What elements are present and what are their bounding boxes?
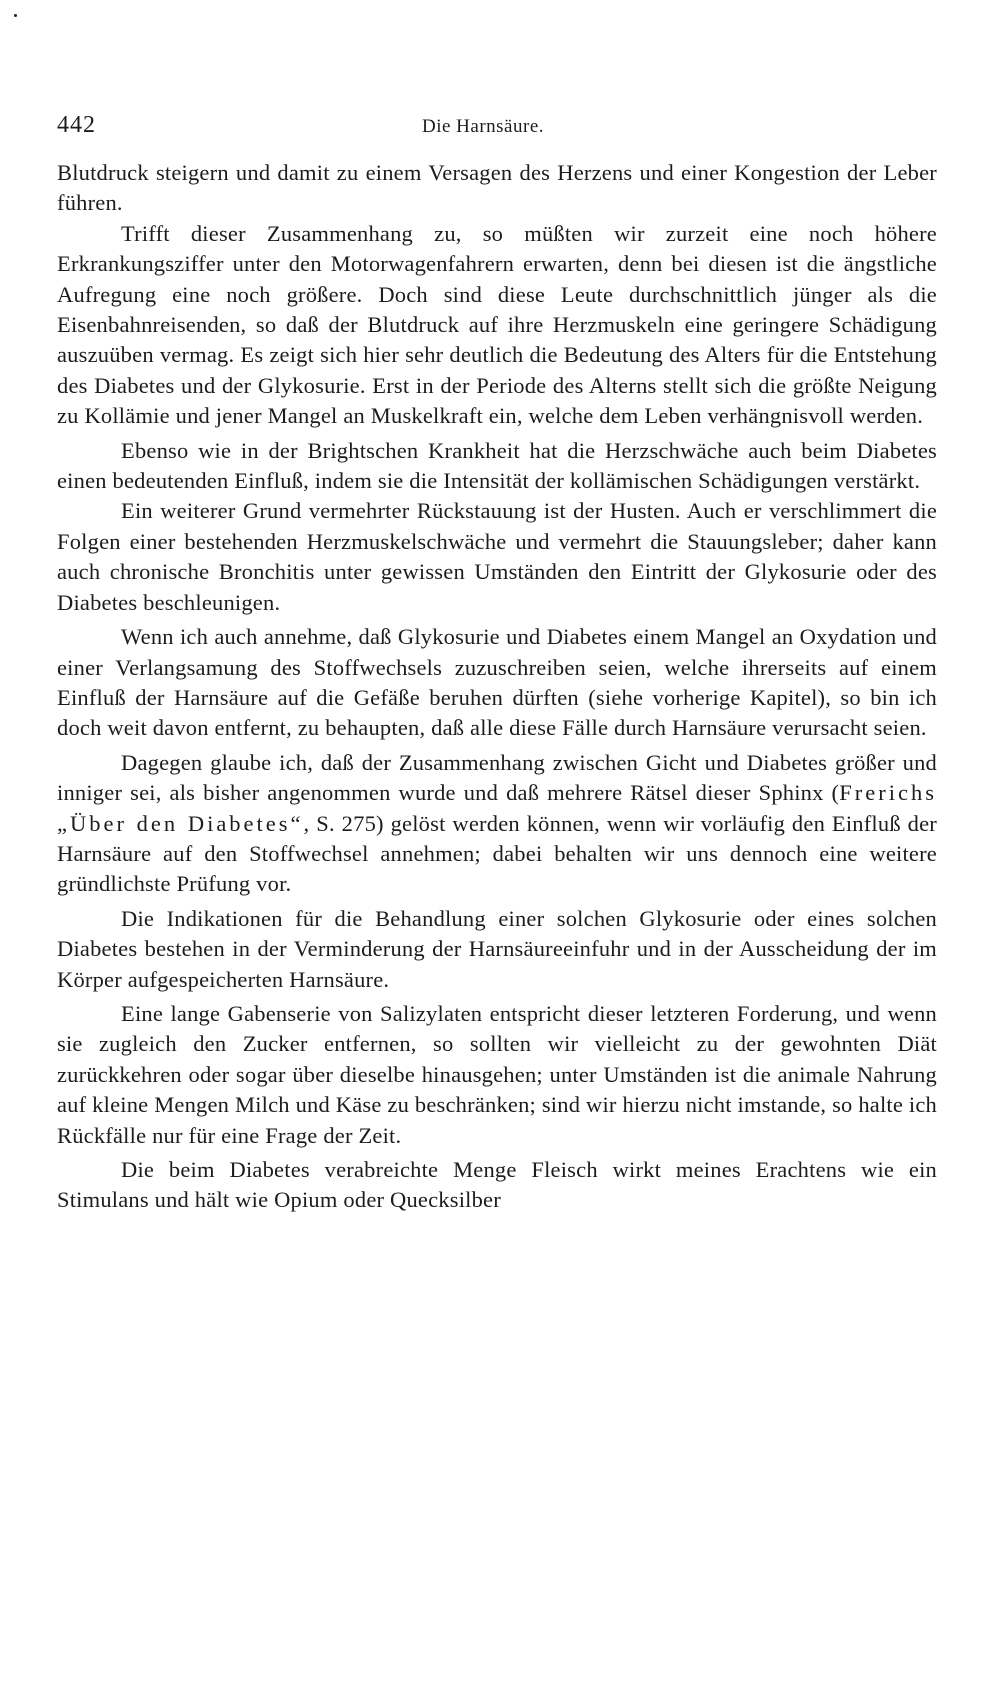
running-title: Die Harnsäure.: [422, 116, 545, 137]
paragraph-6-text-end: , S. 275) gelöst werden können, wenn wir vorläufig den Einfluß der Harnsäure auf den Stoffwechsel annehmen; dabei behalten wir uns dennoch eine weitere gründlichste Prüfung vor.: [57, 810, 938, 897]
paragraph-6-text-start: Dagegen glaube ich, daß der Zusammenhang zwischen Gicht und Diabetes größer und inniger sei, als bisher angenommen wurde und daß mehrere Rätsel dieser Sphinx (: [57, 749, 937, 806]
page-header: [57, 112, 937, 142]
paragraph-6: [57, 748, 937, 900]
page-number: 442: [57, 112, 96, 138]
paragraph-9: Die beim Diabetes verabreichte Menge Fleisch wirkt meines Erachtens wie ein Stimulans und hält wie Opium oder Quecksilber: [57, 1157, 937, 1213]
paragraph-5: Wenn ich auch annehme, daß Glykosurie und Diabetes einem Mangel an Oxydation und einer Verlangsamung des Stoffwechsels zuzuschreiben seien, welche ihrerseits auf einem Einfluß der Harnsäure auf die Gefäße beruhen dürften (siehe vorherige Kapitel), so bin ich doch weit davon entfernt, zu behaupten, daß alle diese Fälle durch Harnsäure verursacht seien.: [57, 624, 937, 741]
paragraph-2: Trifft dieser Zusammenhang zu, so müßten wir zurzeit eine noch höhere Erkrankungsziffer unter den Motorwagenfahrern erwarten, denn bei diesen ist die ängstliche Aufregung eine noch größere. Doch sind diese Leute durchschnittlich jünger als die Eisenbahnreisenden, so daß der Blutdruck auf ihre Herzmuskeln eine geringere Schädigung auszuüben vermag. Es zeigt sich hier sehr deutlich die Bedeutung des Alters für die Entstehung des Diabetes und der Glykosurie. Erst in der Periode des Alterns stellt sich die größte Neigung zu Kollämie und jener Mangel an Muskelkraft ein, welche dem Leben verhängnisvoll werden.: [57, 220, 937, 429]
paragraph-3: Ebenso wie in der Brightschen Krankheit hat die Herzschwäche auch beim Diabetes einen bedeutenden Einfluß, indem sie die Intensität der kollämischen Schädigungen verstärkt.: [57, 437, 937, 494]
paragraph-7: Die Indikationen für die Behandlung einer solchen Glykosurie oder eines solchen Diabetes bestehen in der Verminderung der Harnsäureeinfuhr und in der Ausscheidung der im Körper aufgespeicherten Harnsäure.: [57, 905, 937, 992]
paragraph-1: Blutdruck steigern und damit zu einem Versagen des Herzens und einer Kongestion der Leber führen.: [57, 160, 937, 216]
paragraph-4: Ein weiterer Grund vermehrter Rückstauung ist der Husten. Auch er verschlimmert die Folgen einer bestehenden Herzmuskelschwäche und vermehrt die Stauungsleber; daher kann auch chronische Bronchitis unter gewissen Umständen den Eintritt der Glykosurie oder des Diabetes beschleunigen.: [57, 498, 937, 615]
body-text: [57, 158, 937, 1216]
scan-speck: [14, 14, 17, 17]
citation-frerichs: Frerichs „Über den Diabetes“: [57, 780, 937, 836]
paragraph-8: Eine lange Gabenserie von Salizylaten entspricht dieser letzteren Forderung, und wenn sie zugleich den Zucker entfernen, so sollten wir vielleicht zu der gewohnten Diät zurückkehren oder sogar über dieselbe hinausgehen; unter Umständen ist die animale Nahrung auf kleine Mengen Milch und Käse zu beschränken; sind wir hierzu nicht imstande, so halte ich Rückfälle nur für eine Frage der Zeit.: [57, 1000, 937, 1148]
